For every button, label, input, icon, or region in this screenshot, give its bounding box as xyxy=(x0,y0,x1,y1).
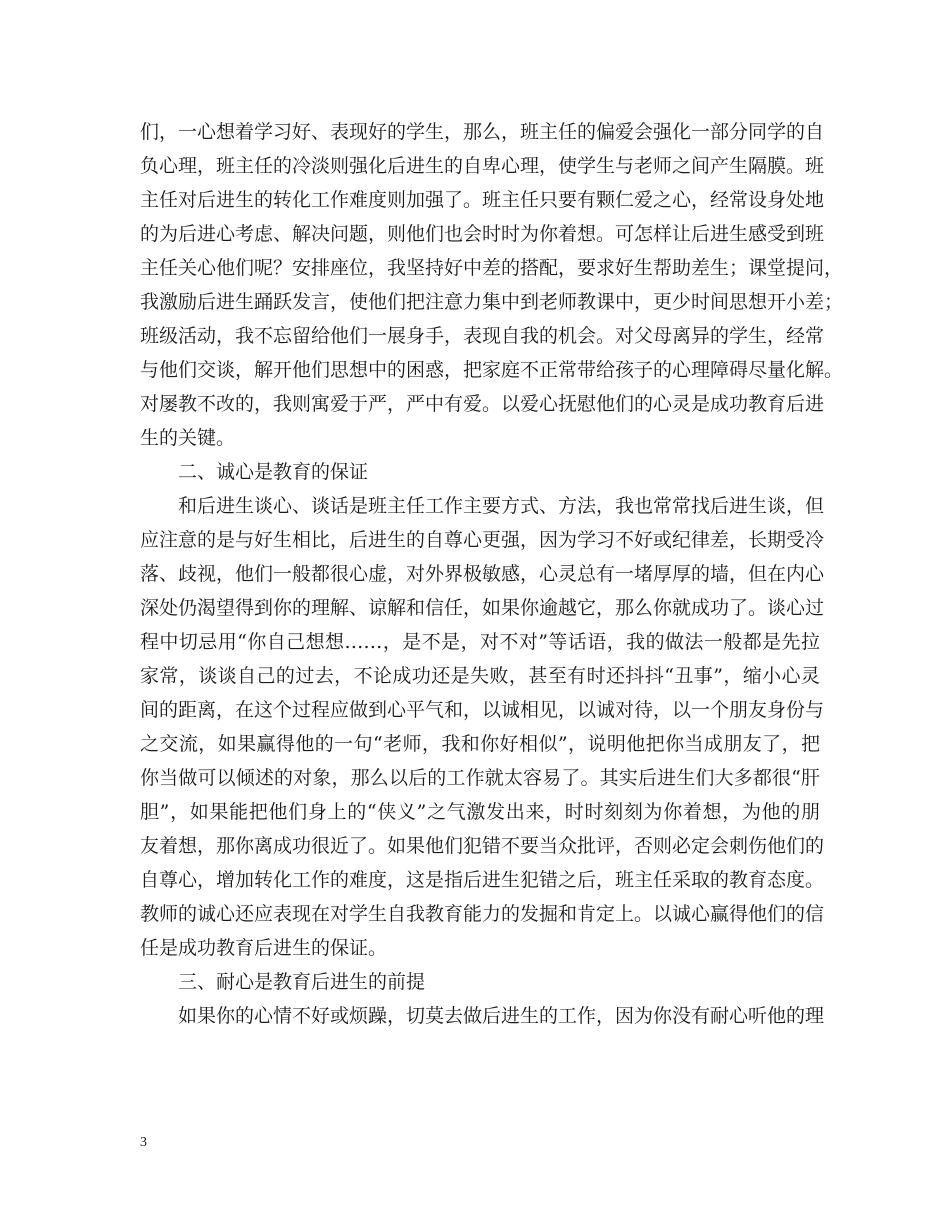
text-line: 程中切忌用“你自己想想……，是不是，对不对”等话语，我的做法一般都是先拉 xyxy=(140,631,820,653)
section-heading: 二、诚心是教育的保证 xyxy=(178,461,369,483)
paragraph xyxy=(140,115,844,455)
text-line: 们，一心想着学习好、表现好的学生，那么，班主任的偏爱会强化一部分同学的自 xyxy=(140,121,825,143)
text-line: 任是成功教育后进生的保证。 xyxy=(140,937,388,959)
text-line: 家常，谈谈自己的过去，不论成功还是失败，甚至有时还抖抖“丑事”，缩小心灵 xyxy=(140,665,820,687)
text-line: 班级活动，我不忘留给他们一展身手，表现自我的机会。对父母离异的学生，经常 xyxy=(140,325,825,347)
text-line: 我激励后进生踊跃发言，使他们把注意力集中到老师教课中，更少时间思想开小差； xyxy=(140,291,844,313)
text-line: 深处仍渴望得到你的理解、谅解和信任，如果你逾越它，那么你就成功了。谈心过 xyxy=(140,597,825,619)
text-line: 你当做可以倾述的对象，那么以后的工作就太容易了。其实后进生们大多都很“肝 xyxy=(140,767,820,789)
paragraph xyxy=(140,489,825,965)
text-line: 的为后进心考虑、解决问题，则他们也会时时为你着想。可怎样让后进生感受到班 xyxy=(140,223,825,245)
text-line: 落、歧视，他们一般都很心虚，对外界极敏感，心灵总有一堵厚厚的墙，但在内心 xyxy=(140,563,825,585)
text-line: 主任关心他们呢？安排座位，我坚持好中差的搭配，要求好生帮助差生；课堂提问， xyxy=(140,257,844,279)
text-line: 对屡教不改的，我则寓爱于严，严中有爱。以爱心抚慰他们的心灵是成功教育后进 xyxy=(140,393,825,415)
text-line: 与他们交谈，解开他们思想中的困惑，把家庭不正常带给孩子的心理障碍尽量化解。 xyxy=(140,359,844,381)
section-heading: 三、耐心是教育后进生的前提 xyxy=(178,971,426,993)
text-line: 友着想，那你离成功很近了。如果他们犯错不要当众批评，否则必定会刺伤他们的 xyxy=(140,835,825,857)
text-line: 胆”，如果能把他们身上的“侠义”之气激发出来，时时刻刻为你着想，为他的朋 xyxy=(140,801,820,823)
document-body xyxy=(140,115,844,1033)
text-line: 负心理，班主任的冷淡则强化后进生的自卑心理，使学生与老师之间产生隔膜。班 xyxy=(140,155,825,177)
page-number: 3 xyxy=(140,1135,147,1150)
text-line: 之交流，如果赢得他的一句“老师，我和你好相似”，说明他把你当成朋友了，把 xyxy=(140,733,820,755)
text-line: 间的距离，在这个过程应做到心平气和，以诚相见，以诚对待，以一个朋友身份与 xyxy=(140,699,825,721)
paragraph xyxy=(140,999,825,1033)
text-line: 和后进生谈心、谈话是班主任工作主要方式、方法，我也常常找后进生谈，但 xyxy=(178,495,825,517)
text-line: 教师的诚心还应表现在对学生自我教育能力的发掘和肯定上。以诚心赢得他们的信 xyxy=(140,903,825,925)
text-line: 自尊心，增加转化工作的难度，这是指后进生犯错之后，班主任采取的教育态度。 xyxy=(140,869,825,891)
text-line: 主任对后进生的转化工作难度则加强了。班主任只要有颗仁爱之心，经常设身处地 xyxy=(140,189,825,211)
text-line: 生的关键。 xyxy=(140,427,236,449)
text-line: 应注意的是与好生相比，后进生的自尊心更强，因为学习不好或纪律差，长期受冷 xyxy=(140,529,825,551)
text-line: 如果你的心情不好或烦躁，切莫去做后进生的工作，因为你没有耐心听他的理 xyxy=(178,1005,825,1027)
